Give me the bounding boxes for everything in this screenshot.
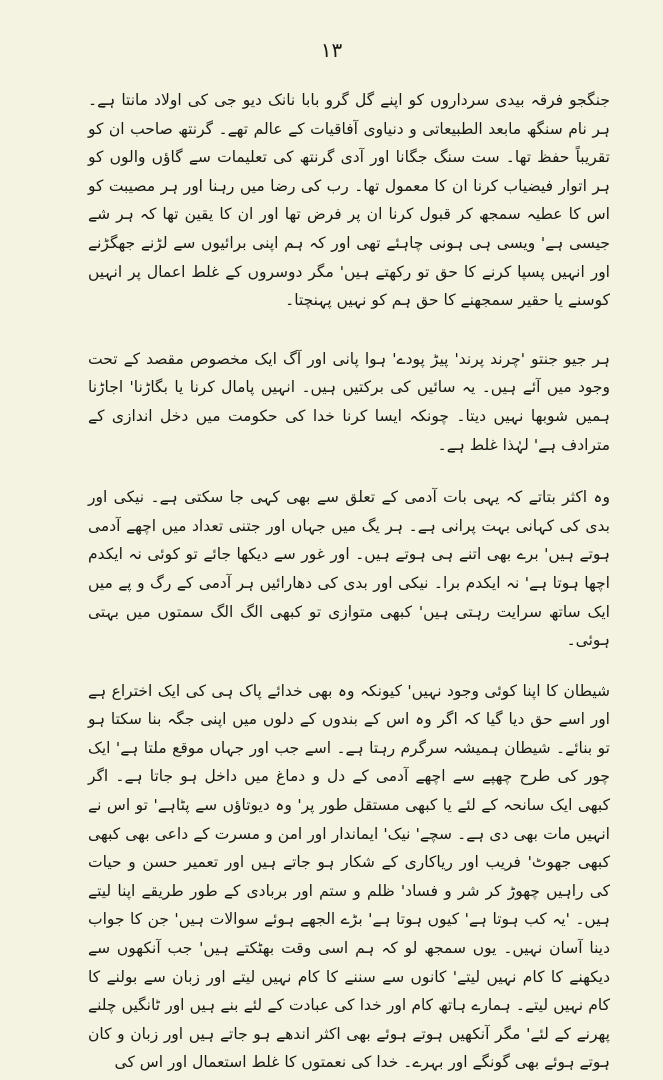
page-number: ١٣ <box>320 38 343 62</box>
paragraph-4: شیطان کا اپنا کوئی وجود نہیں' کیونکہ وہ بھی خدائے پاک ہی کی ایک اختراع ہے اور اسے حق دیا گیا کہ اگر وہ اس کے بندوں کے دلوں میں اپنی جگہ بنا سکتا ہو تو بنائے۔ شیطان ہمیشہ سرگرم رہتا ہے۔ اسے جب اور جہاں موقع ملتا ہے' ایک چور کی طرح چھپے سے اچھے آدمی کے دل و دماغ میں داخل ہو جاتا ہے۔ اگر کبھی ایک سانحہ کے لئے یا کبھی مستقل طور پر' وہ دیوتاؤں سے پٹاہے' تو اس نے انہیں مات بھی دی ہے۔ سچے' نیک' ایماندار اور امن و مسرت کے داعی بھی کبھی کبھی جھوٹ' فریب اور ریاکاری کے شکار ہو جاتے ہیں اور تعمیر حسن و حیات کی راہیں چھوڑ کر شر و فساد' ظلم و ستم اور بربادی کے طور طریقے اپنا لیتے ہیں۔ 'یہ کب ہوتا ہے' کیوں ہوتا ہے' بڑے الجھے ہوئے سوالات ہیں' جن کا جواب دینا آسان نہیں۔ یوں سمجھ لو کہ ہم اسی وقت بھٹکتے ہیں' جب آنکھوں سے دیکھنے کا کام نہیں لیتے' کانوں سے سننے کا کام نہیں لیتے اور زبان سے بولنے کا کام نہیں لیتے۔ ہمارے ہاتھ کام اور خدا کی عبادت کے لئے بنے ہیں اور ٹانگیں چلنے پھرنے کے لئے' مگر آنکھیں ہوتے ہوئے بھی اکثر اندھے ہو جاتے ہیں اور زبان و کان ہوتے ہوئے بھی گونگے اور بہرے۔ خدا کی نعمتوں کا غلط استعمال اور اس کی <box>88 681 610 1072</box>
paragraph-3: وہ اکثر بتاتے کہ یہی بات آدمی کے تعلق سے بھی کہی جا سکتی ہے۔ نیکی اور بدی کی کہانی بہت پرانی ہے۔ ہر یگ میں جہاں اور جتنی تعداد میں اچھے آدمی ہوتے ہیں' برے بھی اتنے ہی ہوتے ہیں۔ اور غور سے دیکھا جائے تو کوئی نہ ایکدم اچھا ہوتا ہے' نہ ایکدم برا۔ نیکی اور بدی کی دھارائیں ہر آدمی کے رگ و پے میں ایک ساتھ سرایت رہتی ہیں' کبھی متوازی تو کبھی الگ الگ سمتوں میں بہتی ہوئی۔ <box>88 488 610 650</box>
page-text-body <box>88 86 610 1077</box>
paragraph-1: جنگجو فرقہ بیدی سرداروں کو اپنے گل گرو بابا نانک دیو جی کی اولاد مانتا ہے۔ ہر نام سنگھ مابعد الطبیعاتی و دنیاوی آفاقیات کے عالم تھے۔ گرنتھ صاحب ان کو تقریباً حفظ تھا۔ ست سنگ جگانا اور آدی گرنتھ کی تعلیمات سے گاؤں والوں کو ہر اتوار فیضیاب کرنا ان کا معمول تھا۔ رب کی رضا میں رہنا اور ہر مصیبت کو اس کا عطیہ سمجھ کر قبول کرنا ان پر فرض تھا اور ان کا یقین تھا کہ ہر شے جیسی ہے' ویسی ہی ہونی چاہئے تھی اور کہ ہم اپنی برائیوں سے لڑنے جھگڑنے اور انہیں پسپا کرنے کا حق تو رکھتے ہیں' مگر دوسروں کے غلط اعمال پر انہیں کوسنے یا حقیر سمجھنے کا حق ہم کو نہیں پہنچتا۔ <box>88 91 610 310</box>
paragraph-2: ہر جیو جنتو 'چرند پرند' پیڑ پودے' ہوا پانی اور آگ ایک مخصوص مقصد کے تحت وجود میں آئے ہیں۔ یہ سائیں کی برکتیں ہیں۔ انہیں پامال کرنا یا بگاڑنا' اجاڑنا ہمیں شوبھا نہیں دیتا۔ چونکہ ایسا کرنا خدا کی حکومت میں دخل اندازی کے مترادف ہے' لہٰذا غلط ہے۔ <box>88 349 610 454</box>
